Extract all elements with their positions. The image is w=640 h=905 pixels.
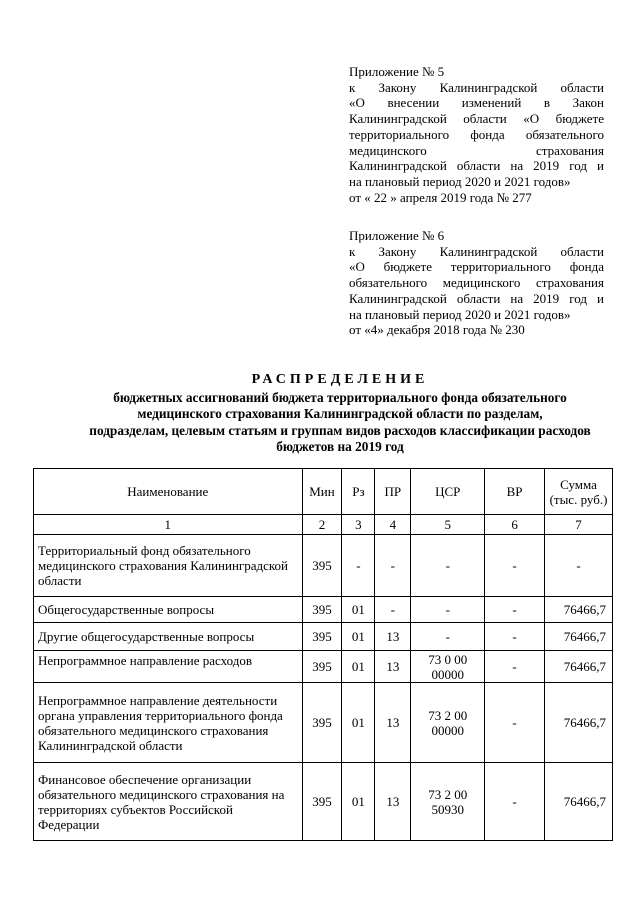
table-row	[34, 683, 613, 763]
row-min: 395	[302, 535, 342, 597]
row-vr: -	[485, 651, 545, 683]
col-number: 3	[342, 515, 375, 535]
row-csr-line: 73 0 00	[428, 651, 468, 667]
col-number: 2	[302, 515, 342, 535]
header-vr: ВР	[485, 469, 545, 515]
appendix-6-block	[349, 228, 604, 338]
row-pr: -	[375, 535, 411, 597]
row-vr: -	[485, 535, 545, 597]
table-row	[34, 763, 613, 841]
appendix-5-title: Приложение № 5	[349, 64, 445, 79]
appendix-5-line: Калининградской области «О бюджете	[349, 111, 604, 127]
appendix-5-line: «О внесении изменений в Закон	[349, 95, 604, 111]
row-csr-line: -	[445, 558, 450, 573]
budget-table	[33, 468, 613, 841]
row-sum: -	[545, 535, 613, 597]
row-csr	[411, 597, 485, 623]
row-csr	[411, 651, 485, 683]
row-pr: 13	[375, 651, 411, 683]
row-rz: 01	[342, 651, 375, 683]
appendix-6-line: Калининградской области на 2019 год и	[349, 290, 604, 306]
row-min: 395	[302, 763, 342, 841]
col-number: 4	[375, 515, 411, 535]
header-min: Мин	[302, 469, 342, 515]
row-csr-line: 00000	[431, 666, 464, 682]
row-sum: 76466,7	[545, 651, 613, 683]
row-csr	[411, 623, 485, 651]
row-min: 395	[302, 651, 342, 683]
row-pr: 13	[375, 623, 411, 651]
row-pr: -	[375, 597, 411, 623]
row-rz: 01	[342, 763, 375, 841]
row-csr-line: 50930	[431, 801, 464, 817]
row-csr	[411, 535, 485, 597]
document-subtitle-line: подразделам, целевым статьям и группам видов расходов классификации расходов	[89, 422, 591, 438]
row-name: Финансовое обеспечение организации обязательного медицинского страхования на территориях субъектов Российской Федерации	[34, 763, 303, 841]
row-sum: 76466,7	[545, 597, 613, 623]
appendix-6-line: на плановый период 2020 и 2021 годов»	[349, 306, 571, 322]
col-number: 6	[485, 515, 545, 535]
appendix-5-block	[349, 64, 604, 205]
appendix-5-line: территориального фонда обязательного	[349, 126, 604, 142]
table-row	[34, 535, 613, 597]
row-sum: 76466,7	[545, 683, 613, 763]
document-heading	[60, 372, 620, 455]
header-pr: ПР	[375, 469, 411, 515]
row-rz: -	[342, 535, 375, 597]
col-number: 5	[411, 515, 485, 535]
document-subtitle-line: бюджетных ассигнований бюджета территориального фонда обязательного	[113, 390, 567, 405]
row-name: Территориальный фонд обязательного медицинского страхования Калининградской области	[34, 535, 303, 597]
appendix-6-title: Приложение № 6	[349, 228, 445, 243]
appendix-5-date: от « 22 » апреля 2019 года № 277	[349, 189, 532, 205]
row-csr-line: 73 2 00	[428, 707, 468, 723]
header-sum-unit: (тыс. руб.)	[549, 491, 608, 507]
row-rz: 01	[342, 683, 375, 763]
row-rz: 01	[342, 597, 375, 623]
row-csr	[411, 763, 485, 841]
header-sum	[545, 469, 613, 515]
appendix-5-line: на плановый период 2020 и 2021 годов»	[349, 173, 571, 189]
header-name: Наименование	[34, 469, 303, 515]
column-number-row	[34, 515, 613, 535]
row-csr-line: -	[445, 629, 450, 644]
row-min: 395	[302, 597, 342, 623]
row-min: 395	[302, 683, 342, 763]
appendix-5-line: медицинского страхования	[349, 142, 604, 158]
appendix-5-line: Калининградской области на 2019 год и	[349, 158, 604, 174]
row-vr: -	[485, 683, 545, 763]
header-sum-line: Сумма	[560, 476, 597, 492]
row-vr: -	[485, 623, 545, 651]
document-title: РАСПРЕДЕЛЕНИЕ	[251, 372, 429, 387]
row-name: Непрограммное направление расходов	[34, 651, 303, 683]
row-pr: 13	[375, 683, 411, 763]
row-csr	[411, 683, 485, 763]
table-header-row	[34, 469, 613, 515]
row-rz: 01	[342, 623, 375, 651]
table-row	[34, 597, 613, 623]
row-name: Другие общегосударственные вопросы	[34, 623, 303, 651]
document-subtitle-line: медицинского страхования Калининградской области по разделам,	[137, 406, 543, 422]
row-min: 395	[302, 623, 342, 651]
row-sum: 76466,7	[545, 623, 613, 651]
appendix-6-line: обязательного медицинского страхования	[349, 275, 604, 291]
row-vr: -	[485, 763, 545, 841]
row-sum: 76466,7	[545, 763, 613, 841]
header-csr: ЦСР	[411, 469, 485, 515]
appendix-6-date: от «4» декабря 2018 года № 230	[349, 322, 525, 338]
col-number: 7	[545, 515, 613, 535]
row-name: Непрограммное направление деятельности органа управления территориального фонда обязательного медицинского страхования Калининградской области	[34, 683, 303, 763]
row-pr: 13	[375, 763, 411, 841]
row-csr-line: 73 2 00	[428, 786, 468, 802]
col-number: 1	[34, 515, 303, 535]
header-rz: Рз	[342, 469, 375, 515]
row-name: Общегосударственные вопросы	[34, 597, 303, 623]
table-row	[34, 623, 613, 651]
document-subtitle-line: бюджетов на 2019 год	[276, 438, 404, 454]
row-csr-line: 00000	[431, 722, 464, 738]
row-csr-line: -	[445, 602, 450, 617]
table-row	[34, 651, 613, 683]
appendix-5-line: к Закону Калининградской области	[349, 79, 604, 95]
appendix-6-line: к Закону Калининградской области	[349, 243, 604, 259]
row-vr: -	[485, 597, 545, 623]
appendix-6-line: «О бюджете территориального фонда	[349, 259, 604, 275]
